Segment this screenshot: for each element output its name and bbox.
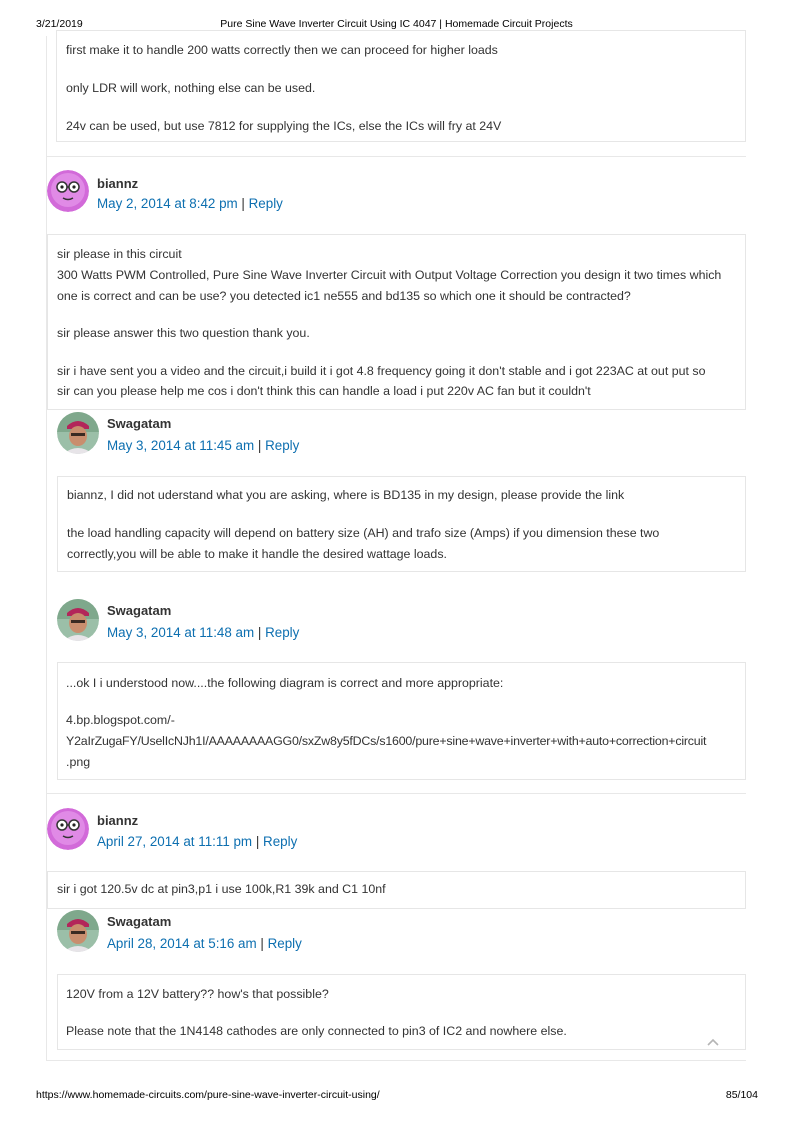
print-date: 3/21/2019 xyxy=(36,18,83,30)
comment-date-link[interactable]: May 3, 2014 at 11:45 am xyxy=(107,438,255,453)
biannz-avatar-icon xyxy=(47,808,89,850)
comment-text-line: .png xyxy=(66,755,91,769)
comment-author[interactable]: biannz xyxy=(97,176,139,191)
chevron-up-icon xyxy=(704,1034,722,1050)
comment-text-line: correctly,you will be able to make it handle the desired wattage loads. xyxy=(67,547,447,561)
comment-divider xyxy=(46,1060,746,1061)
comment-text-line: sir please in this circuit xyxy=(57,247,182,261)
reply-link[interactable]: Reply xyxy=(265,438,300,453)
comment-body xyxy=(47,234,746,410)
meta-separator: | xyxy=(260,936,264,951)
comment-text-line: biannz, I did not uderstand what you are asking, where is BD135 in my design, please provide the link xyxy=(67,488,625,502)
comment-text-line: the load handling capacity will depend on battery size (AH) and trafo size (Amps) if you dimension these two xyxy=(67,526,660,540)
reply-link[interactable]: Reply xyxy=(263,834,298,849)
comment-date-link[interactable]: May 2, 2014 at 8:42 pm xyxy=(97,196,238,211)
comment-author[interactable]: Swagatam xyxy=(107,603,172,618)
reply-link[interactable]: Reply xyxy=(265,625,300,640)
meta-separator: | xyxy=(257,625,262,640)
comment-meta xyxy=(107,625,299,640)
comment-date-link[interactable]: April 28, 2014 at 5:16 am xyxy=(107,936,257,951)
swagatam-avatar-icon xyxy=(57,599,99,641)
comment-author[interactable]: Swagatam xyxy=(107,416,172,431)
comment-date-link[interactable]: May 3, 2014 at 11:48 am xyxy=(107,625,255,640)
comment-meta xyxy=(107,438,299,453)
comment-text-line: Please note that the 1N4148 cathodes are only connected to pin3 of IC2 and nowhere else. xyxy=(66,1024,567,1038)
comment-text-line: first make it to handle 200 watts correctly then we can proceed for higher loads xyxy=(66,43,498,57)
comment-text-line: 120V from a 12V battery?? how's that possible? xyxy=(66,987,329,1001)
comment-author[interactable]: Swagatam xyxy=(107,914,172,929)
comment-text-line: one is correct and can be use? you detected ic1 ne555 and bd135 so which one it should be contracted? xyxy=(57,289,631,303)
swagatam-avatar-icon xyxy=(57,910,99,952)
comment-body xyxy=(56,30,746,142)
comment-body xyxy=(57,476,746,572)
comment-text-line: sir i got 120.5v dc at pin3,p1 i use 100k,R1 39k and C1 10nf xyxy=(57,882,386,896)
comment-meta xyxy=(97,196,283,211)
print-page-number: 85/104 xyxy=(725,1089,758,1101)
meta-separator: | xyxy=(257,438,262,453)
print-title: Pure Sine Wave Inverter Circuit Using IC 4047 | Homemade Circuit Projects xyxy=(220,18,573,30)
scroll-to-top-button[interactable] xyxy=(704,1034,722,1050)
comment-text-line: ...ok I i understood now....the following diagram is correct and more appropriate: xyxy=(66,676,504,690)
comment-body xyxy=(47,871,746,909)
comment-text-line: 24v can be used, but use 7812 for supplying the ICs, else the ICs will fry at 24V xyxy=(66,119,502,133)
comment-text-line: Y2aIrZugaFY/UselIcNJh1I/AAAAAAAAGG0/sxZw8y5fDCs/s1600/pure+sine+wave+inverter+with+auto+correction+circuit xyxy=(66,734,707,748)
comment-body xyxy=(57,662,746,780)
comment-text-line: sir i have sent you a video and the circuit,i build it i got 4.8 frequency going it don't stable and i got 223AC at out put so xyxy=(57,364,706,378)
comment-text-line: only LDR will work, nothing else can be used. xyxy=(66,81,316,95)
comment-date-link[interactable]: April 27, 2014 at 11:11 pm xyxy=(97,834,253,849)
reply-link[interactable]: Reply xyxy=(248,196,283,211)
comment-text-line: 4.bp.blogspot.com/- xyxy=(66,713,175,727)
comment-text-line: 300 Watts PWM Controlled, Pure Sine Wave Inverter Circuit with Output Voltage Correction you design it two times which xyxy=(57,268,722,282)
meta-separator: | xyxy=(255,834,260,849)
biannz-avatar-icon xyxy=(47,170,89,212)
meta-separator: | xyxy=(241,196,245,211)
comment-text-line: sir can you please help me cos i don't think this can handle a load i put 220v AC fan but it couldn't xyxy=(57,384,591,398)
comment-divider xyxy=(46,156,746,157)
print-url: https://www.homemade-circuits.com/pure-sine-wave-inverter-circuit-using/ xyxy=(36,1089,380,1101)
swagatam-avatar-icon xyxy=(57,412,99,454)
comment-meta xyxy=(97,834,297,849)
comment-text-line: sir please answer this two question thank you. xyxy=(57,326,310,340)
comment-meta xyxy=(107,936,302,951)
comment-divider xyxy=(46,793,746,794)
reply-link[interactable]: Reply xyxy=(267,936,302,951)
comment-body xyxy=(57,974,746,1050)
comment-author[interactable]: biannz xyxy=(97,813,139,828)
